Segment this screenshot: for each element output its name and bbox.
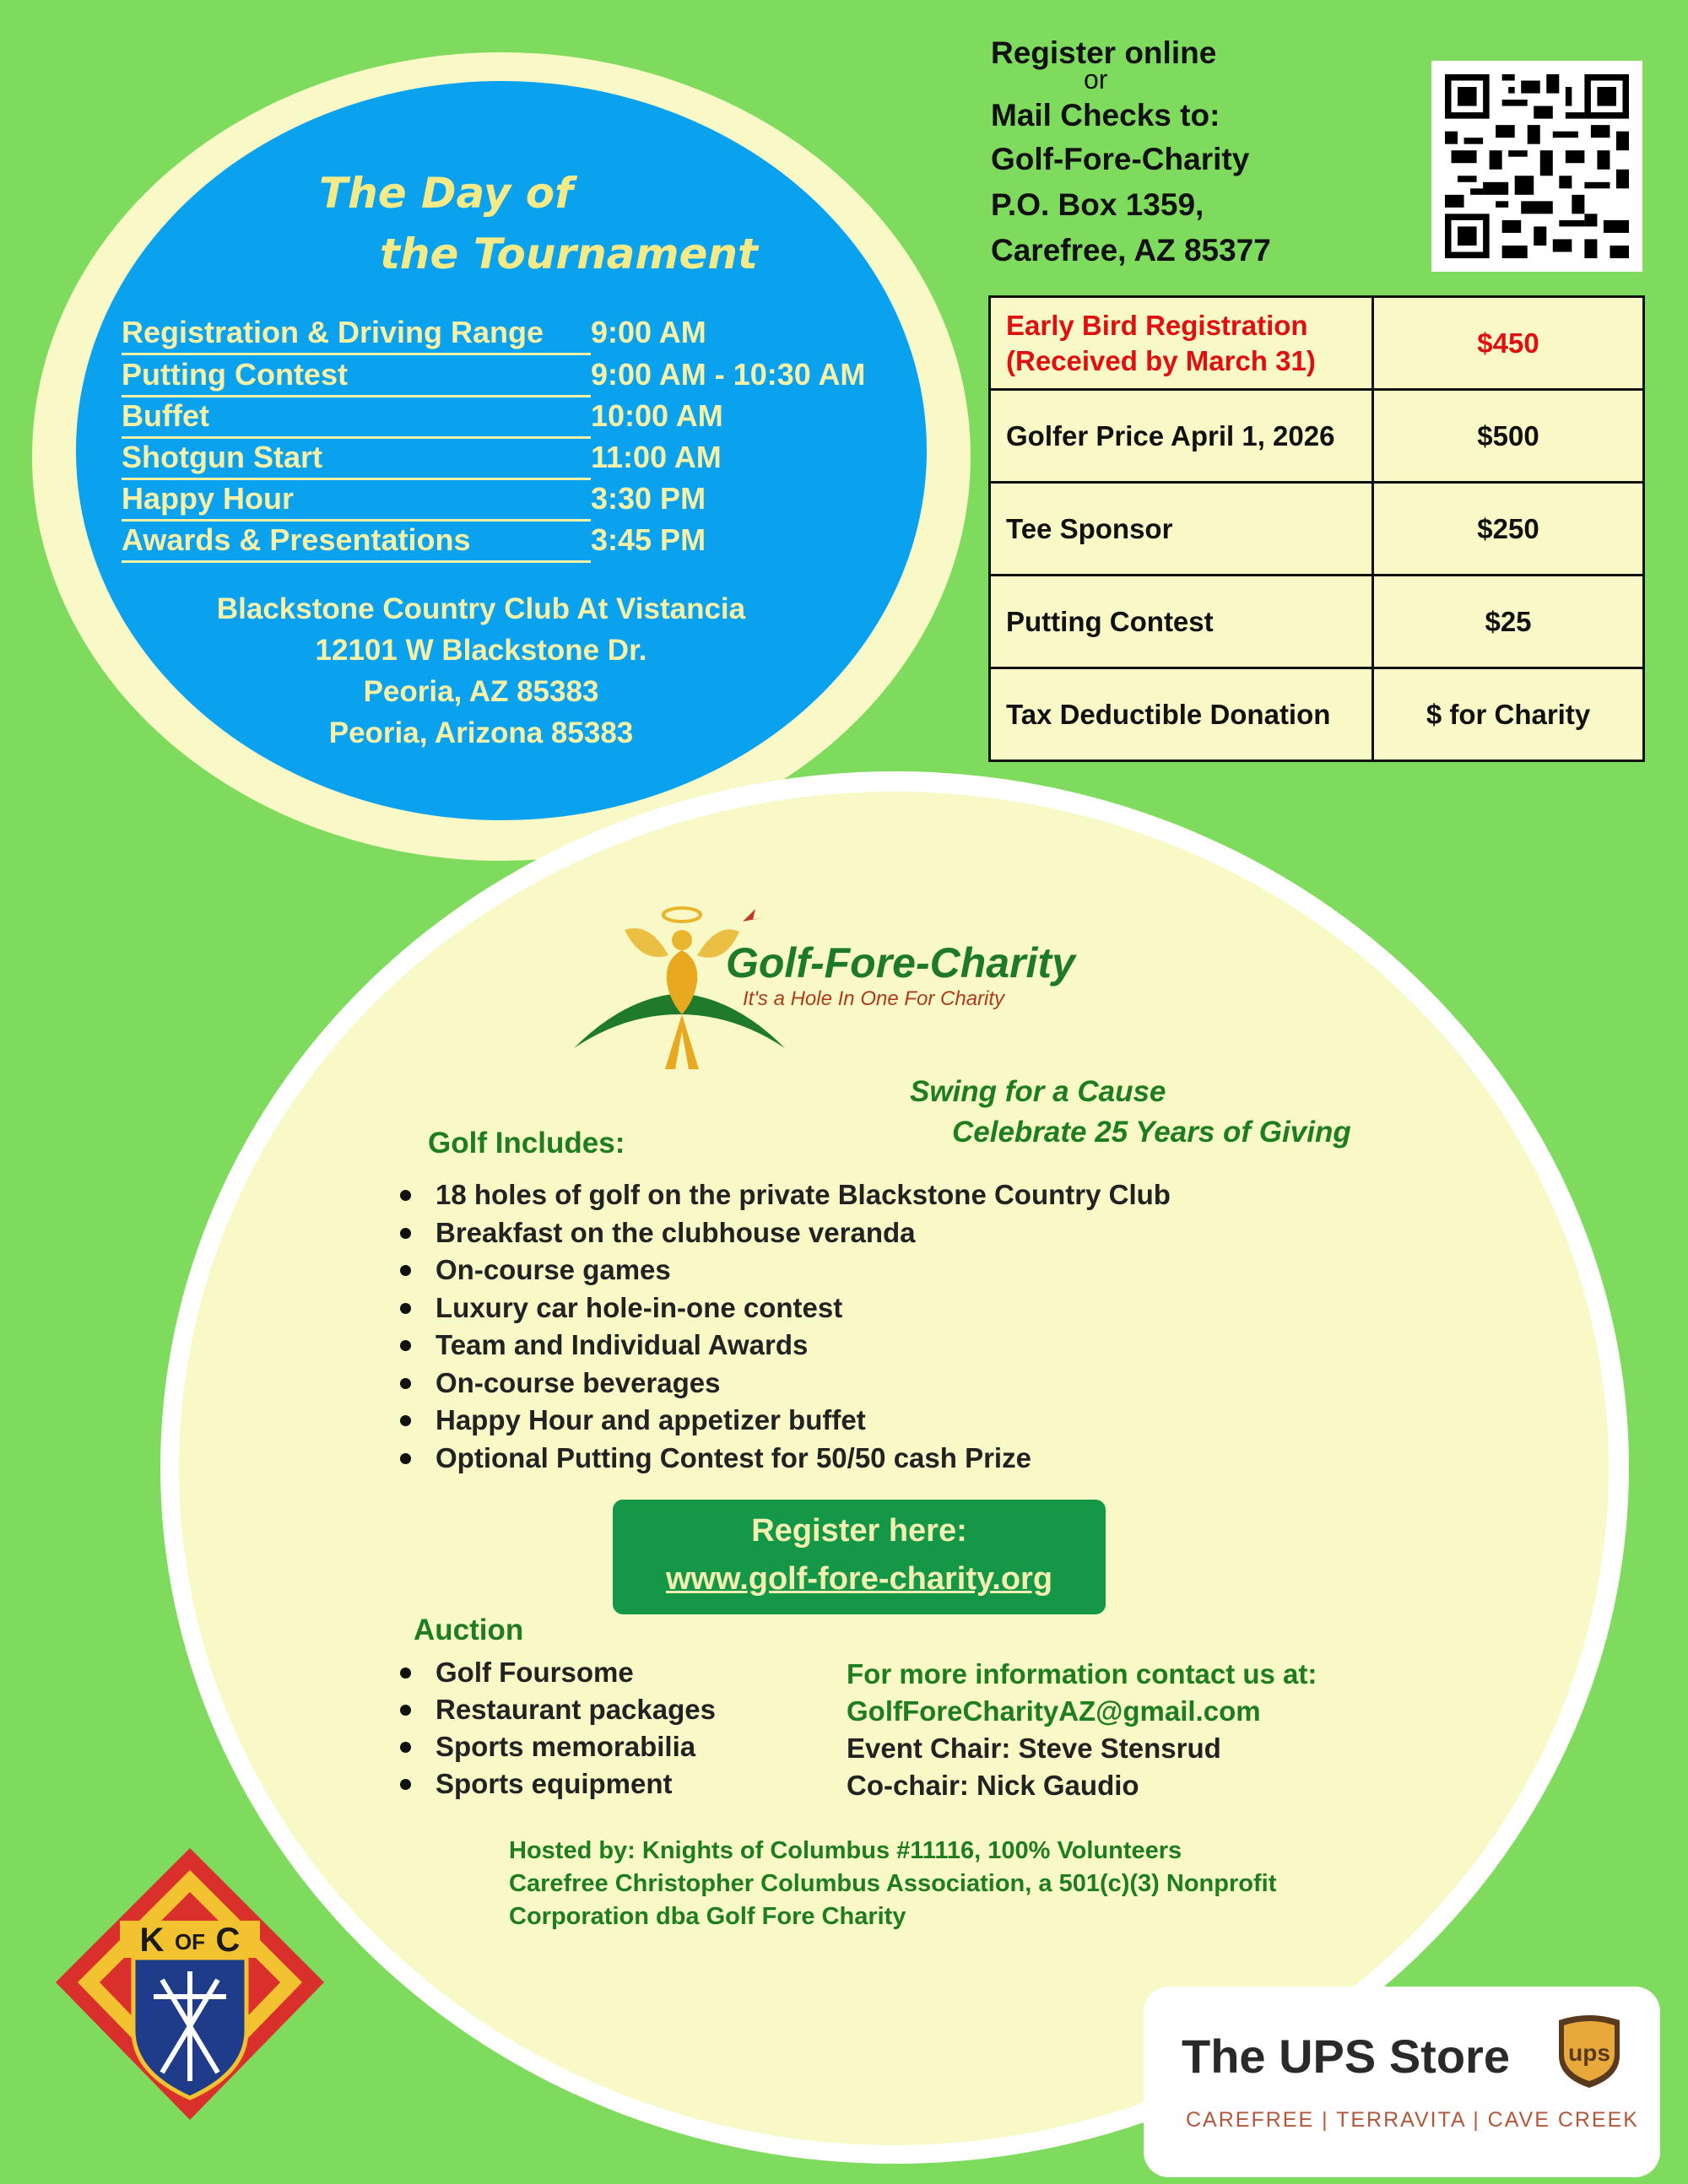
- price-label: Tee Sponsor: [990, 483, 1373, 576]
- slogan-line1: Swing for a Cause: [910, 1075, 1166, 1108]
- event-chair: Event Chair: Steve Stensrud: [847, 1733, 1221, 1764]
- hosted-by-block: [509, 1835, 1276, 1933]
- price-table: [988, 295, 1645, 762]
- venue-street: 12101 W Blackstone Dr.: [315, 634, 647, 667]
- auction-heading: Auction: [414, 1614, 524, 1646]
- ups-store-name: The UPS Store: [1182, 2030, 1510, 2083]
- schedule-event: Happy Hour: [122, 478, 591, 522]
- mail-checks-text: Mail Checks to:: [991, 98, 1220, 132]
- price-value: $500: [1373, 390, 1644, 483]
- venue-name: Blackstone Country Club At Vistancia: [216, 592, 746, 625]
- ups-badge-text: ups: [1568, 2040, 1610, 2066]
- list-item: Sports memorabilia: [397, 1728, 716, 1765]
- schedule-event: Buffet: [122, 396, 591, 439]
- slogan-line2: Celebrate 25 Years of Giving: [952, 1116, 1351, 1149]
- contact-block: [847, 1656, 1317, 1804]
- price-row: [990, 576, 1644, 668]
- kofc-letter-c: C: [215, 1922, 241, 1959]
- schedule-event: Registration & Driving Range: [122, 312, 591, 355]
- hosted-line1: Hosted by: Knights of Columbus #11116, 100% Volunteers: [509, 1837, 1182, 1864]
- hosted-line3: Corporation dba Golf Fore Charity: [509, 1903, 906, 1930]
- price-row: [990, 390, 1644, 483]
- register-label: Register here:: [751, 1513, 967, 1549]
- list-item: Optional Putting Contest for 50/50 cash Prize: [397, 1440, 1171, 1478]
- venue-city: Peoria, AZ 85383: [363, 675, 599, 708]
- schedule-event: Putting Contest: [122, 354, 591, 397]
- kofc-letter-k: K: [139, 1922, 165, 1959]
- list-item: Sports equipment: [397, 1765, 716, 1803]
- price-value: $450: [1373, 297, 1644, 390]
- price-row: [990, 668, 1644, 761]
- price-label: [990, 297, 1373, 390]
- list-item: Restaurant packages: [397, 1691, 716, 1728]
- price-label: Tax Deductible Donation: [990, 668, 1373, 761]
- schedule-time: 11:00 AM: [591, 440, 722, 474]
- schedule-row: [122, 478, 706, 522]
- price-value: $25: [1373, 576, 1644, 668]
- schedule-time: 9:00 AM - 10:30 AM: [591, 357, 866, 392]
- schedule-row: [122, 354, 866, 397]
- mail-org: Golf-Fore-Charity: [991, 142, 1250, 176]
- list-item: Breakfast on the clubhouse veranda: [397, 1214, 1171, 1252]
- mail-pobox: P.O. Box 1359,: [991, 187, 1204, 222]
- schedule-time: 3:30 PM: [591, 481, 706, 516]
- venue-state: Peoria, Arizona 85383: [328, 716, 634, 749]
- ups-locations: CAREFREE | TERRAVITA | CAVE CREEK: [1186, 2108, 1639, 2132]
- price-label: Golfer Price April 1, 2026: [990, 390, 1373, 483]
- register-link[interactable]: www.golf-fore-charity.org: [665, 1561, 1053, 1597]
- qr-code-icon[interactable]: [1445, 74, 1629, 258]
- contact-email[interactable]: GolfForeCharityAZ@gmail.com: [847, 1695, 1261, 1727]
- golf-includes-heading: Golf Includes:: [428, 1127, 625, 1160]
- list-item: Happy Hour and appetizer buffet: [397, 1402, 1171, 1440]
- list-item: Team and Individual Awards: [397, 1327, 1171, 1365]
- price-value: $250: [1373, 483, 1644, 576]
- list-item: Golf Foursome: [397, 1654, 716, 1691]
- early-bird-label: Early Bird Registration: [1006, 309, 1308, 341]
- contact-heading: For more information contact us at:: [847, 1658, 1317, 1689]
- hosted-line2: Carefree Christopher Columbus Association, a 501(c)(3) Nonprofit: [509, 1870, 1277, 1897]
- early-bird-deadline: (Received by March 31): [1006, 344, 1316, 376]
- list-item: 18 holes of golf on the private Blackstone Country Club: [397, 1176, 1171, 1214]
- register-online-text: Register online: [991, 35, 1217, 70]
- schedule-time: 3:45 PM: [591, 522, 706, 557]
- schedule-event: Shotgun Start: [122, 437, 591, 480]
- schedule-row: [122, 396, 723, 439]
- ups-shield-icon: [1555, 2012, 1623, 2089]
- knights-of-columbus-emblem: [52, 1845, 327, 2123]
- tournament-title-line1: The Day of: [319, 169, 573, 218]
- schedule-row: [122, 312, 706, 355]
- list-item: Luxury car hole-in-one contest: [397, 1289, 1171, 1327]
- list-item: On-course beverages: [397, 1365, 1171, 1403]
- kofc-letter-of: OF: [174, 1929, 206, 1954]
- schedule-event: Awards & Presentations: [122, 520, 591, 563]
- price-value: $ for Charity: [1373, 668, 1644, 761]
- tournament-title-line2: the Tournament: [380, 230, 758, 278]
- register-button[interactable]: [613, 1500, 1106, 1614]
- price-label: Putting Contest: [990, 576, 1373, 668]
- logo-tagline: It's a Hole In One For Charity: [743, 987, 1005, 1010]
- mail-city: Carefree, AZ 85377: [991, 233, 1271, 268]
- or-text: or: [1084, 64, 1108, 95]
- co-chair: Co-chair: Nick Gaudio: [847, 1770, 1139, 1801]
- schedule-row: [122, 520, 706, 563]
- schedule-time: 9:00 AM: [591, 315, 706, 349]
- logo-name: Golf-Fore-Charity: [726, 939, 1075, 987]
- list-item: On-course games: [397, 1251, 1171, 1289]
- golf-includes-list: [397, 1176, 1171, 1477]
- schedule-row: [122, 437, 722, 480]
- auction-list: [397, 1654, 716, 1803]
- price-row: [990, 483, 1644, 576]
- schedule-time: 10:00 AM: [591, 398, 723, 433]
- price-row: [990, 297, 1644, 390]
